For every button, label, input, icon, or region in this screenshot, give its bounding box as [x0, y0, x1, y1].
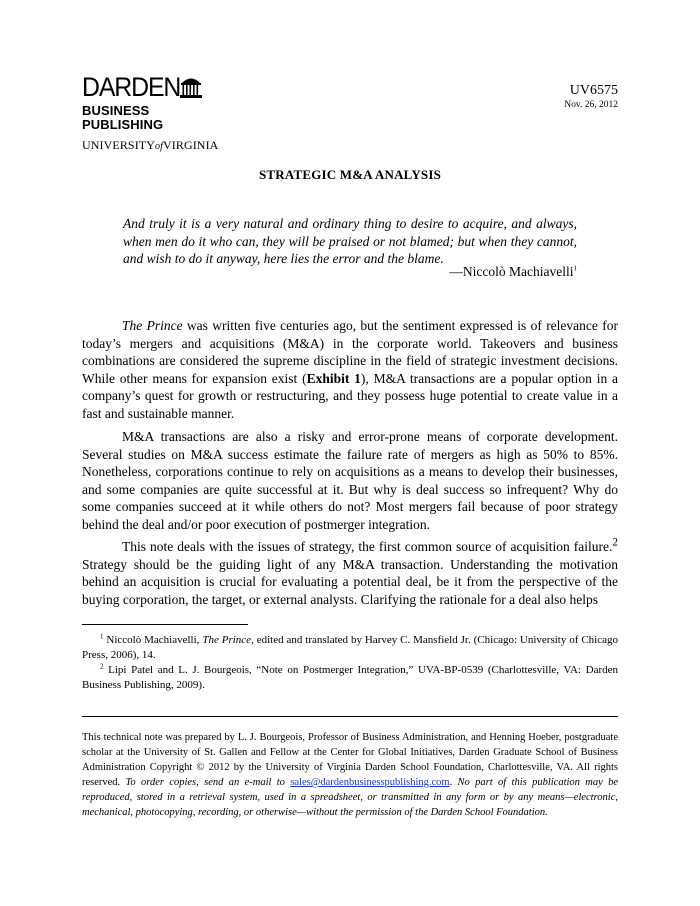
document-id: UV6575 [569, 83, 618, 98]
document-date: Nov. 26, 2012 [564, 100, 618, 110]
footnote-ref-2: 2 [612, 536, 618, 549]
body-paragraph-3: This note deals with the issues of strategy, the first common source of acquisition failure.$^2$ Strategy should be the guiding light of any M&A transaction. Understanding the motivation behind an acquisition is crucial for evaluating a potential deal, be it from the perspective of the buying corporation, the target, or external analysts. Clarifying the rationale for a deal also helps [82, 536, 618, 607]
logo-business-publishing: BUSINESS PUBLISHING [82, 103, 164, 132]
page-title: STRATEGIC M&A ANALYSIS [258, 167, 442, 182]
epigraph-attribution: —Niccolò Machiavelli$^1$ [449, 264, 577, 279]
footnote-divider [82, 624, 248, 625]
darden-logo [82, 72, 219, 153]
epigraph-quote: And truly it is a very natural and ordinary thing to desire to acquire, and always, when men do it who can, they will be praised or not blamed; but when they cannot, and wish to do it anyway, here lies the error and the blame. [123, 216, 577, 266]
footnote-1: $^1$ Niccolò Machiavelli, The Prince, edited and translated by Harvey C. Mansfield Jr. (Chicago: University of Chicago Press, 2006), 14. [82, 632, 618, 661]
body-paragraph-2: M&A transactions are also a risky and error-prone means of corporate development. Several studies on M&A success estimate the failure rate of mergers as high as 50% to 85%. Nonetheless, corporations continue to rely on acquisitions as a means to develop their businesses, and some companies are quite successful at it. But why is deal success so infrequent? Why do some companies succeed at it while others do not? Most mergers fail because of poor strategy behind the deal and/or poor execution of postmerger integration. [82, 429, 618, 532]
exhibit-1-link: Exhibit 1 [306, 370, 361, 386]
order-email-link[interactable]: sales@dardenbusinesspublishing.com [290, 777, 450, 788]
body-paragraph-1: The Prince was written five centuries ago, but the sentiment expressed is of relevance for today’s mergers and acquisitions (M&A) in the corporate world. Takeovers and business combinations are considered the supreme discipline in the field of strategic investment decisions. While other means for expansion exist (Exhibit 1), M&A transactions are a popular option in a company’s quest for growth or restructuring, and they possess huge potential to create value in a fast and sustainable manner. [82, 318, 618, 421]
logo-university-of-virginia: UNIVERSITYofVIRGINIA [82, 138, 219, 152]
footnotes [82, 633, 618, 693]
notice-divider [82, 716, 618, 717]
logo-darden-text: DARDEN [82, 72, 181, 102]
copyright-notice: This technical note was prepared by L. J. Bourgeois, Professor of Business Administration, and Henning Hoeber, postgraduate scholar at the University of St. Gallen and Fellow at the Center for Global Initiatives, Darden Graduate School of Business Administration Copyright © 2012 by the University of Virginia Darden School Foundation, Charlottesville, VA. All rights reserved. To order copies, send an e-mail to sales@dardenbusinesspublishing.com. No part of this publication may be reproduced, stored in a retrieval system, used in a spreadsheet, or transmitted in any form or by any means—electronic, mechanical, photocopying, recording, or otherwise—without the permission of the Darden School Foundation. [82, 732, 619, 818]
footnote-2: $^2$ Lipi Patel and L. J. Bourgeois, “Note on Postmerger Integration,” UVA-BP-0539 (Charlottesville, VA: Darden Business Publishing, 2009). [82, 662, 618, 691]
footnote-ref-1: 1 [573, 264, 577, 273]
rotunda-icon [179, 74, 203, 98]
